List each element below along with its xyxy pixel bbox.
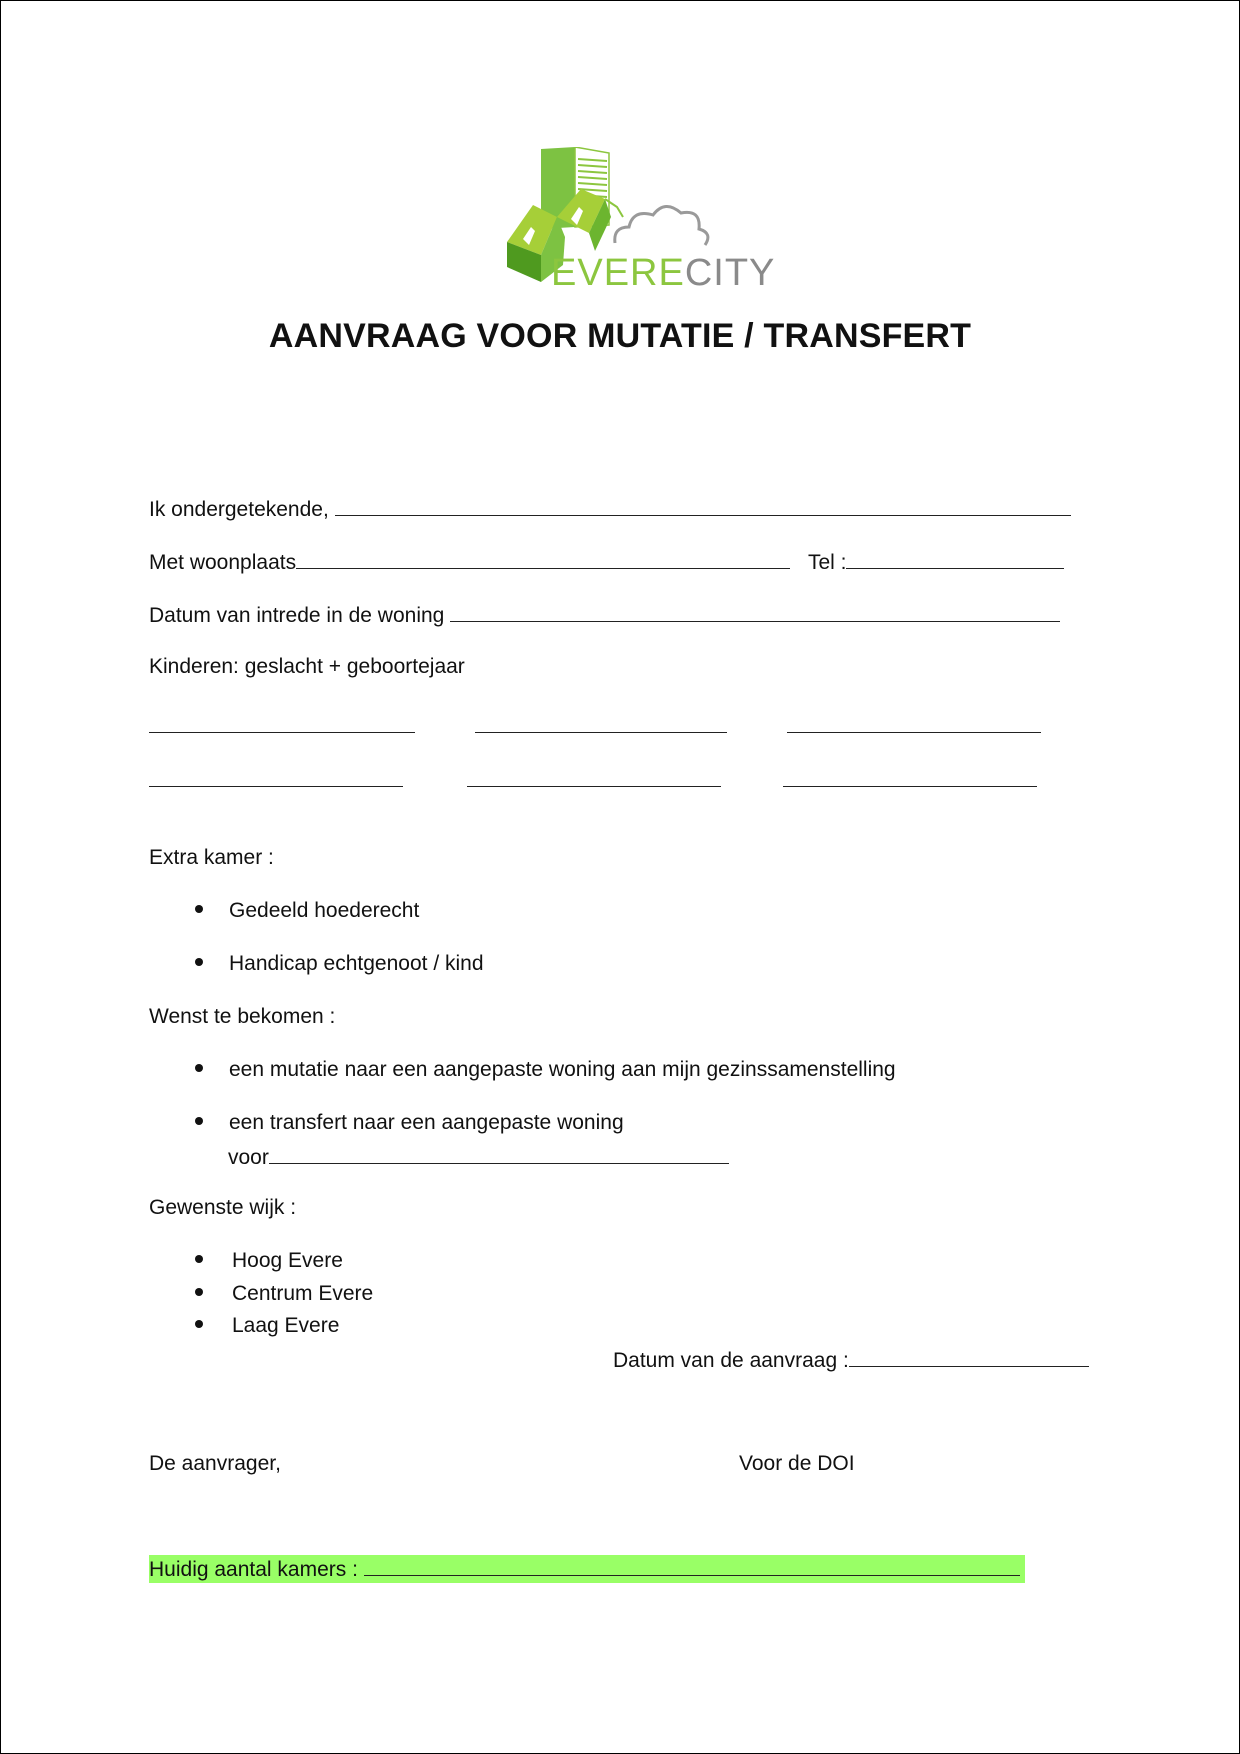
datum-aanvraag-row (613, 1346, 1089, 1374)
datum-aanvraag-label: Datum van de aanvraag : (613, 1349, 849, 1372)
logo-brand-city: CITY (684, 252, 776, 294)
ondergetekende-field[interactable] (335, 495, 1071, 516)
ondergetekende-label: Ik ondergetekende, (149, 498, 329, 521)
logo-wordmark (551, 253, 775, 293)
aanvrager-label: De aanvrager, (149, 1452, 281, 1475)
bullet-icon (195, 905, 203, 913)
bullet-icon (195, 958, 203, 966)
bullet-icon (195, 1288, 203, 1296)
transfert-voor-row (228, 1143, 729, 1171)
transfert-voor-label: voor (228, 1146, 269, 1169)
wijk-item-centrum[interactable]: Centrum Evere (195, 1281, 373, 1307)
kind-field-6[interactable] (783, 785, 1037, 787)
kinderen-label: Kinderen: geslacht + geboortejaar (149, 655, 465, 678)
wijk-label: Gewenste wijk : (149, 1196, 297, 1219)
huidig-aantal-field[interactable] (364, 1555, 1020, 1576)
tel-field[interactable] (846, 548, 1064, 569)
wenst-item-transfert[interactable]: een transfert naar een aangepaste woning (195, 1110, 624, 1136)
woonplaats-row (149, 548, 1064, 576)
bullet-icon (195, 1064, 203, 1072)
kind-field-3[interactable] (787, 731, 1041, 733)
datum-intrede-field[interactable] (450, 601, 1060, 622)
bullet-icon (195, 1117, 203, 1125)
page-title: AANVRAAG VOOR MUTATIE / TRANSFERT (268, 317, 972, 355)
kind-field-2[interactable] (475, 731, 727, 733)
woonplaats-label: Met woonplaats (149, 551, 297, 574)
logo-brand-evere: EVERE (551, 252, 685, 294)
datum-aanvraag-field[interactable] (849, 1346, 1089, 1367)
wijk-item-laag[interactable]: Laag Evere (195, 1313, 339, 1339)
wijk-item-hoog[interactable]: Hoog Evere (195, 1248, 343, 1274)
datum-intrede-label: Datum van intrede in de woning (149, 604, 445, 627)
extra-kamer-item[interactable]: Gedeeld hoederecht (195, 898, 419, 924)
wenst-label: Wenst te bekomen : (149, 1005, 336, 1028)
huidig-aantal-row (149, 1555, 1025, 1583)
extra-kamer-item[interactable]: Handicap echtgenoot / kind (195, 951, 484, 977)
transfert-voor-field[interactable] (269, 1143, 729, 1164)
doi-label: Voor de DOI (739, 1452, 855, 1475)
kind-field-1[interactable] (149, 731, 415, 733)
kind-field-4[interactable] (149, 785, 403, 787)
bullet-icon (195, 1320, 203, 1328)
tel-label: Tel : (807, 551, 847, 574)
kind-field-5[interactable] (467, 785, 721, 787)
woonplaats-field[interactable] (296, 548, 790, 569)
huidig-aantal-label: Huidig aantal kamers : (149, 1558, 358, 1581)
bullet-icon (195, 1255, 203, 1263)
datum-intrede-row (149, 601, 1060, 629)
wenst-item-mutatie[interactable]: een mutatie naar een aangepaste woning aan mijn gezinssamenstelling (195, 1057, 896, 1083)
ondergetekende-row (149, 495, 1071, 523)
extra-kamer-label: Extra kamer : (149, 846, 274, 869)
